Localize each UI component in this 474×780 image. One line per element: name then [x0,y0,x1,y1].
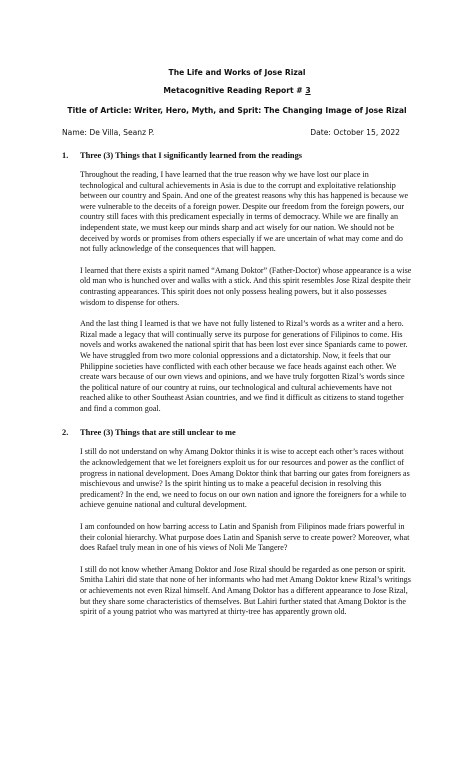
student-name: Name: De Villa, Seanz P. [62,128,155,137]
report-label-text: Metacognitive Reading Report # [163,86,306,95]
report-label [62,86,412,95]
section-2-paragraph: I still do not know whether Amang Doktor and Jose Rizal should be regarded as one person or spirit. Smitha Lahiri did state that none of her informants who had met Amang Doktor knew Rizal’s writings or achievements not even Rizal himself. And Amang Doktor has a different appearance to Jose Rizal, but they share some characteristics of themselves. But Lahiri further stated that Amang Doktor is the spirit of a young patriot who was martyred at thirty-tree has apparently grown old. [80,564,411,617]
section-1-paragraph: I learned that there exists a spirit named “Amang Doktor” (Father-Doctor) whose appearance is a wise old man who is hunched over and walks with a stick. And this spirit resembles Jose Rizal despite their contrasting appearances. This spirit does not only possess healing powers, but it also possesses wisdom to dispense for others. [80,265,412,307]
course-title: The Life and Works of Jose Rizal [168,68,306,77]
section-1-heading [62,151,412,160]
section-2-heading [62,428,412,437]
report-number: 3 [305,86,311,95]
report-date: Date: October 15, 2022 [310,128,400,137]
section-1-paragraph: Throughout the reading, I have learned that the true reason why we have lost our place in technological and cultural achievements in Asia is due to the corrupt and exploitative relationship between our country and Spain. And one of the greatest reasons why this has happened is because we were vulnerable to the deceits of a foreign power. Despite our freedom from the foreign powers, our country still faces with this predicament especially in terms of democracy. While we are finally an independent state, we must keep our minds sharp and act wisely for our nation. We should not be deceived by words or promises from others especially if we are uncertain of what may come and do not fully acknowledge of the consequences that will happen. [80,170,409,254]
meta-row [62,128,412,137]
section-2-number: 2. [62,428,69,438]
article-title: Title of Article: Writer, Hero, Myth, and Sprit: The Changing Image of Jose Rizal [67,106,407,115]
section-1-number: 1. [62,151,69,160]
section-2-paragraph: I am confounded on how barring access to Latin and Spanish from Filipinos made friars powerful in their colonial hierarchy. What purpose does Latin and Spanish serve to create power? Moreover, what does Rafael truly mean in one of his views of Noli Me Tangere? [80,522,410,553]
section-2-title: Three (3) Things that are still unclear to me [80,428,236,438]
section-1-title: Three (3) Things that I significantly learned from the readings [80,151,303,160]
section-2-paragraph: I still do not understand on why Amang Doktor thinks it is wise to accept each other’s races without the acknowledgement that we let foreigners exploit us for our resources and power as the conflict of progress in national development. Does Amang Doktor think that barring our gates from foreigners as mischievous and unwise? Is the spirit hinting us to make a peaceful decision in resolving this predicament? In the end, we need to focus on our own nation and ignore the foreigners for a while to achieve genuine national and cultural development. [80,447,410,510]
section-1-paragraph: And the last thing I learned is that we have not fully listened to Rizal’s words as a writer and a hero. Rizal made a legacy that will continually serve its purpose for generations of Filipinos to come. His novels and works awakened the national spirit that has been lost ever since Spaniards came to power. We have struggled from two more colonial oppressions and a dictatorship. Now, it feels that our Philippine societies have conflicted with each other because we face heads against each other. We create wars because of our own views and opinions, and we have truly forgotten Rizal’s words since the political nature of our country at ruins, our technological and cultural achievements have not reached alike to other Southeast Asian countries, and we find it difficult as citizens to stand together and find a common goal. [80,319,408,413]
